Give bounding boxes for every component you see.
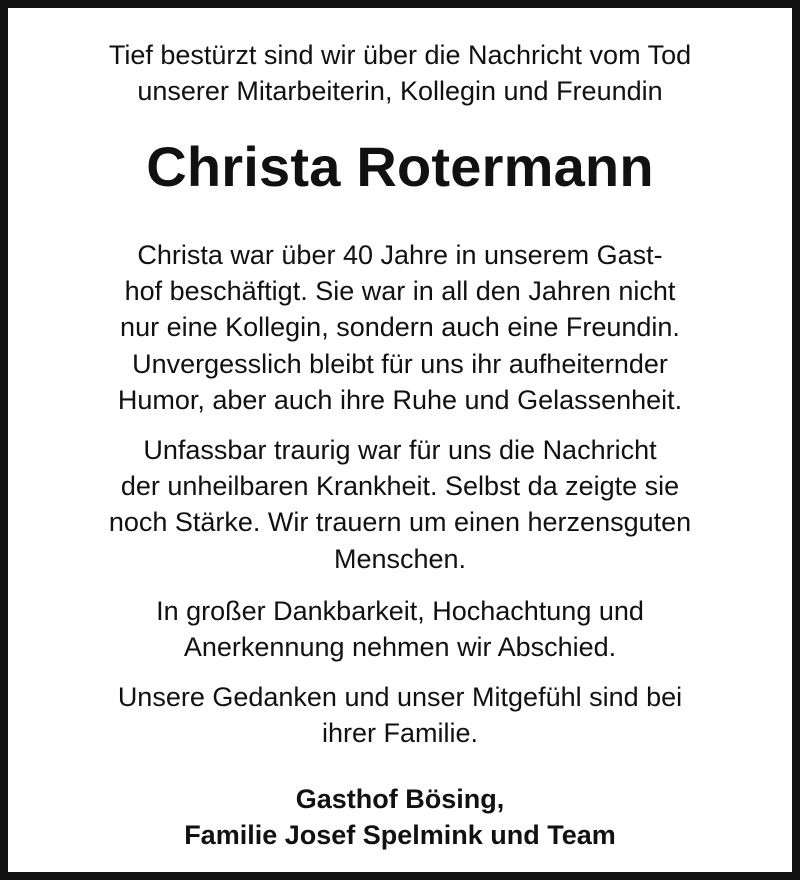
paragraph-line: Christa war über 40 Jahre in unserem Gast- xyxy=(137,240,663,270)
paragraph-line: In großer Dankbarkeit, Hochachtung und xyxy=(156,596,644,626)
signature xyxy=(16,781,784,853)
paragraph-family xyxy=(16,679,784,751)
paragraph-illness xyxy=(16,432,784,577)
paragraph-line: hof beschäftigt. Sie war in all den Jahren nicht xyxy=(124,276,676,307)
paragraph-line: noch Stärke. Wir trauern um einen herzensguten xyxy=(108,507,692,538)
paragraph-line: nur eine Kollegin, sondern auch eine Freundin. xyxy=(120,312,680,343)
intro-line: unserer Mitarbeiterin, Kollegin und Freundin xyxy=(137,76,663,106)
intro-line: Tief bestürzt sind wir über die Nachricht vom Tod xyxy=(108,40,692,70)
intro-text xyxy=(16,37,784,109)
paragraph-line: Menschen. xyxy=(333,543,467,574)
signature-line: Familie Josef Spelmink und Team xyxy=(184,820,616,850)
paragraph-line: der unheilbaren Krankheit. Selbst da zeigte sie xyxy=(120,471,680,502)
paragraph-line: Unsere Gedanken und unser Mitgefühl sind bei xyxy=(117,682,683,712)
paragraph-line: ihrer Familie. xyxy=(321,718,479,749)
paragraph-line: Unvergesslich bleibt für uns ihr aufheiternder xyxy=(132,348,668,379)
paragraph-farewell xyxy=(16,593,784,665)
paragraph-employment xyxy=(16,237,784,418)
paragraph-line: Anerkennung nehmen wir Abschied. xyxy=(183,632,617,663)
paragraph-line: Humor, aber auch ihre Ruhe und Gelassenheit. xyxy=(117,384,683,415)
deceased-name: Christa Rotermann xyxy=(146,135,654,198)
paragraph-line: Unfassbar traurig war für uns die Nachricht xyxy=(143,435,657,465)
signature-line: Gasthof Bösing, xyxy=(295,784,505,814)
